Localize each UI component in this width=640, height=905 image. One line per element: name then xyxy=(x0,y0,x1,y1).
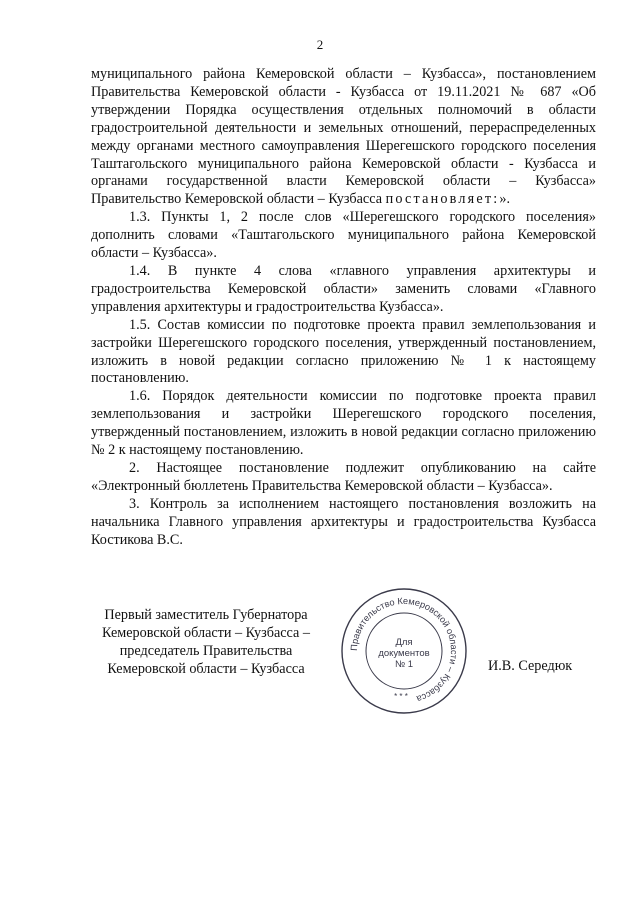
official-stamp xyxy=(339,586,469,716)
signatory-title xyxy=(80,606,332,678)
stamp-center-line: документов xyxy=(378,648,430,659)
signatory-title-line: Кемеровской области – Кузбасса – xyxy=(102,625,310,641)
signatory-title-line: Кемеровской области – Кузбасса xyxy=(107,661,305,677)
stamp-stars: * * * xyxy=(394,692,408,701)
paragraph-continuation xyxy=(91,66,596,209)
paragraph-2: 2. Настоящее постановление подлежит опубликованию на сайте «Электронный бюллетень Правительства Кемеровской области – Кузбасса». xyxy=(91,459,596,494)
paragraph-1-4: 1.4. В пункте 4 слова «главного управления архитектуры и градостроительства Кемеровской области» заменить словами «Главного управления архитектуры и градостроительства Кузбасса». xyxy=(91,262,596,315)
paragraph-3: 3. Контроль за исполнением настоящего постановления возложить на начальника Главного управления архитектуры и градостроительства Кузбасса Костикова В.С. xyxy=(91,495,596,548)
signatory-title-line: Первый заместитель Губернатора xyxy=(104,607,308,623)
signatory-title-line: председатель Правительства xyxy=(119,643,293,659)
stamp-center-line: № 1 xyxy=(394,659,414,670)
paragraph-tail: ». xyxy=(499,191,511,208)
resolves-word: постановляет: xyxy=(385,191,500,208)
paragraph-1-5: 1.5. Состав комиссии по подготовке проекта правил землепользования и застройки Шерегешского городского поселения, утвержденный постановлением, изложить в новой редакции согласно приложению № 1 к настоящему постановлению. xyxy=(91,316,596,387)
page-number: 2 xyxy=(316,37,324,52)
paragraph-1-6: 1.6. Порядок деятельности комиссии по подготовке проекта правил землепользования и застройки Шерегешского городского поселения, утвержденный постановлением, изложить в новой редакции согласно приложению № 2 к настоящему постановлению. xyxy=(91,388,596,459)
stamp-ring-text: Правительство Кемеровской области – Кузбасса xyxy=(348,595,460,705)
signatory-name: И.В. Середюк xyxy=(488,658,573,674)
document-body xyxy=(91,66,596,549)
paragraph-text: муниципального района Кемеровской области – Кузбасса», постановлением Правительства Кемеровской области - Кузбасса от 19.11.2021 № 687 «Об утверждении Порядка осуществления отдельных полномочий в области градостроительной деятельности и земельных отношений, перераспределенных между органами местного самоуправления Шерегешского городского поселения Таштагольского муниципального района Кемеровской области - Кузбасса и органами государственной власти Кемеровской области – Кузбасса» Правительство Кемеровской области – Кузбасса xyxy=(91,66,596,208)
paragraph-1-3: 1.3. Пункты 1, 2 после слов «Шерегешского городского поселения» дополнить словами «Таштагольского муниципального района Кемеровской области – Кузбасса». xyxy=(91,209,596,262)
stamp-center-line: Для xyxy=(395,637,413,648)
